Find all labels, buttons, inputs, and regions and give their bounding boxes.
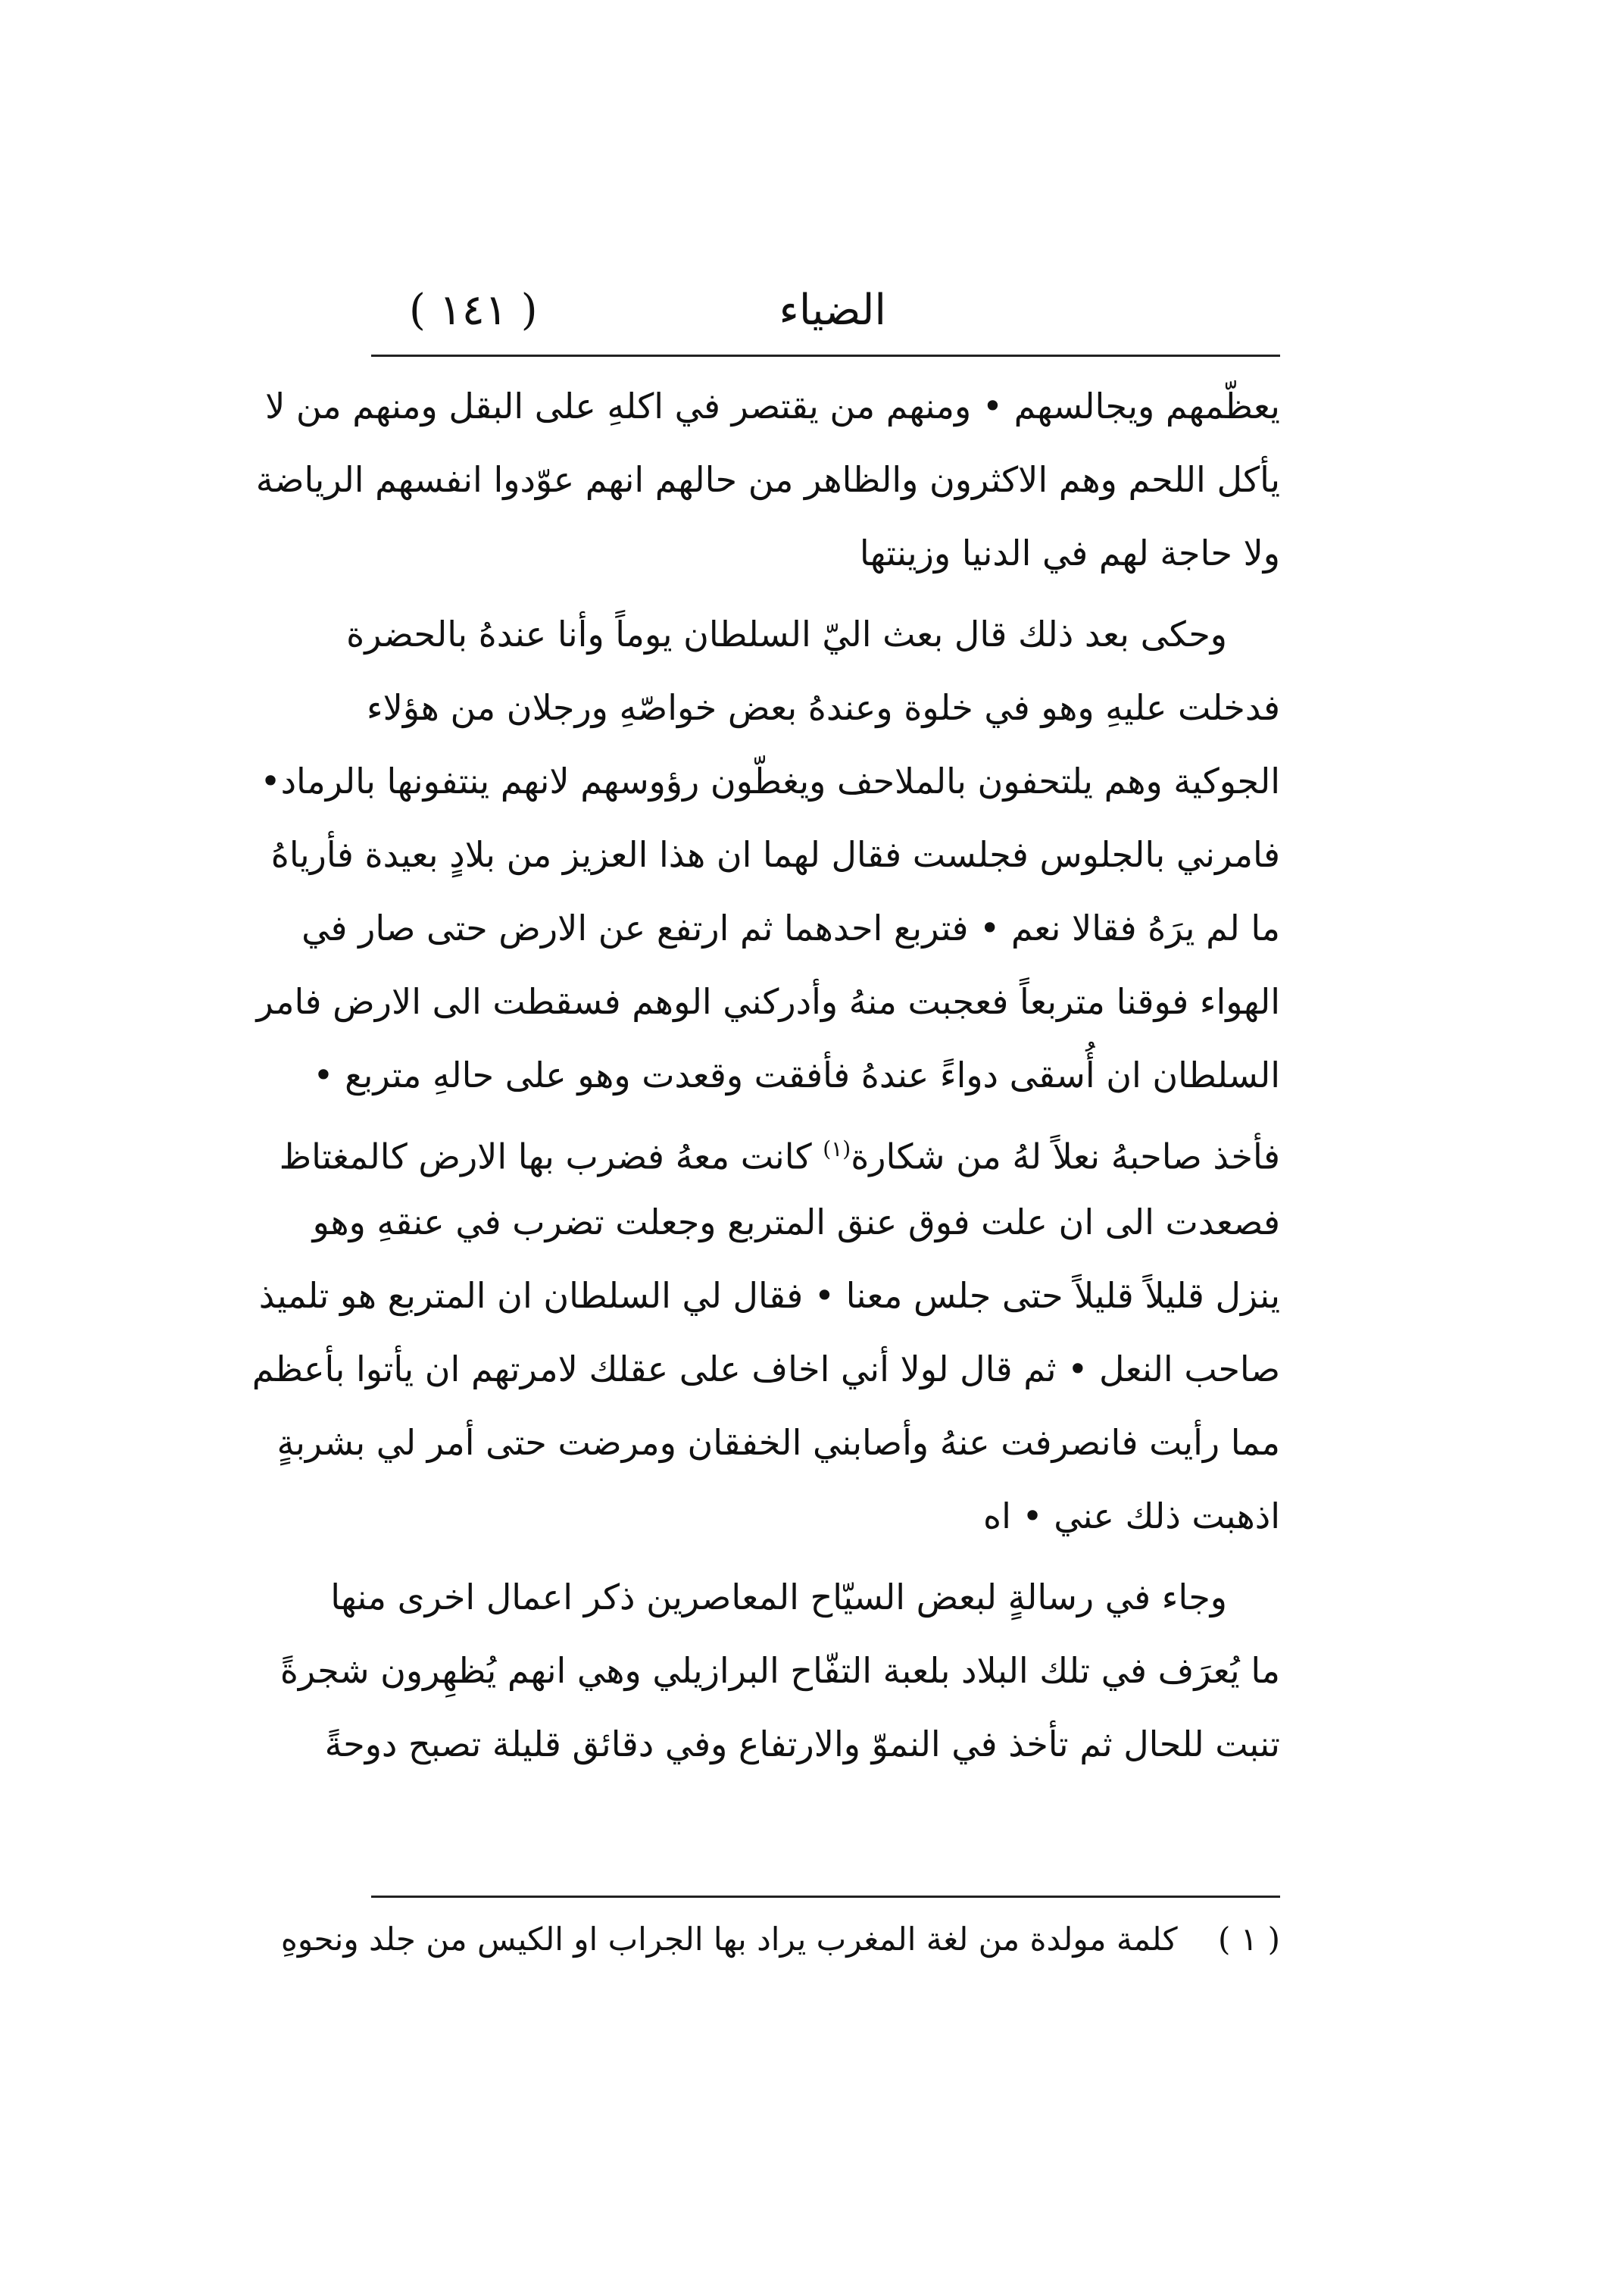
- text-line: ما لم يرَهُ فقالا نعم • فتربع احدهما ثم ارتفع عن الارض حتى صار في: [301, 908, 1280, 949]
- text-line: ما يُعرَف في تلك البلاد بلعبة التفّاح البرازيلي وهي انهم يُظهِرون شجرةً: [280, 1650, 1280, 1691]
- footnote-text: كلمة مولدة من لغة المغرب يراد بها الجراب او الكيس من جلد ونحوهِ: [280, 1921, 1178, 1958]
- text-line: السلطان ان أُسقى دواءً عندهُ فأفقت وقعدت وهو على حالهِ متربع •: [313, 1055, 1280, 1095]
- text-line: الجوكية وهم يلتحفون بالملاحف ويغطّون رؤوسهم لانهم ينتفونها بالرماد•: [260, 761, 1280, 802]
- paragraph-gap: [371, 590, 1280, 598]
- text-segment: كانت معهُ فضرب بها الارض كالمغتاظ: [279, 1136, 812, 1177]
- footnote-marker: ( ١ ): [1217, 1921, 1280, 1958]
- text-segment: فأخذ صاحبهُ نعلاً لهُ من شكارة: [851, 1136, 1280, 1177]
- text-line: اذهبت ذلك عني • اه: [982, 1496, 1280, 1536]
- text-line: ينزل قليلاً قليلاً حتى جلس معنا • فقال لي السلطان ان المتربع هو تلميذ: [258, 1275, 1280, 1316]
- text-line: وحكى بعد ذلك قال بعث اليّ السلطان يوماً وأنا عندهُ بالحضرة: [346, 614, 1227, 655]
- running-title: الضياء: [779, 286, 886, 335]
- text-line: فدخلت عليهِ وهو في خلوة وعندهُ بعض خواصّهِ ورجلان من هؤلاء: [367, 687, 1280, 728]
- text-line: يأكل اللحم وهم الاكثرون والظاهر من حالهم انهم عوّدوا انفسهم الرياضة: [255, 459, 1280, 500]
- paragraph-gap: [371, 1553, 1280, 1561]
- header-rule: [371, 355, 1280, 357]
- body-text: [251, 370, 1280, 1781]
- text-line: فامرني بالجلوس فجلست فقال لهما ان هذا العزيز من بلادٍ بعيدة فأرياهُ: [270, 834, 1280, 875]
- text-line: يعظّمهم ويجالسهم • ومنهم من يقتصر في اكلهِ على البقل ومنهم من لا: [265, 386, 1280, 427]
- text-line: فصعدت الى ان علت فوق عنق المتربع وجعلت تضرب في عنقهِ وهو: [312, 1202, 1280, 1242]
- footnote-rule: [371, 1896, 1280, 1898]
- text-line: صاحب النعل • ثم قال لولا أني اخاف على عقلك لامرتهم ان يأتوا بأعظم: [251, 1349, 1280, 1389]
- text-line: مما رأيت فانصرفت عنهُ وأصابني الخفقان ومرضت حتى أمر لي بشربةٍ: [276, 1422, 1280, 1463]
- footnote-reference: (١): [823, 1136, 851, 1161]
- page-header: [371, 273, 1280, 356]
- text-line: ولا حاجة لهم في الدنيا وزينتها: [859, 533, 1280, 574]
- text-line: الهواء فوقنا متربعاً فعجبت منهُ وأدركني الوهم فسقطت الى الارض فامر: [256, 981, 1280, 1022]
- text-line-with-footnote: [279, 1112, 1280, 1186]
- text-line: تنبت للحال ثم تأخذ في النموّ والارتفاع وفي دقائق قليلة تصبح دوحةً: [324, 1724, 1280, 1764]
- page-number: ( ١٤١ ): [409, 286, 538, 335]
- footnote: [280, 1909, 1280, 1970]
- text-line: وجاء في رسالةٍ لبعض السيّاح المعاصرين ذكر اعمال اخرى منها: [330, 1577, 1227, 1617]
